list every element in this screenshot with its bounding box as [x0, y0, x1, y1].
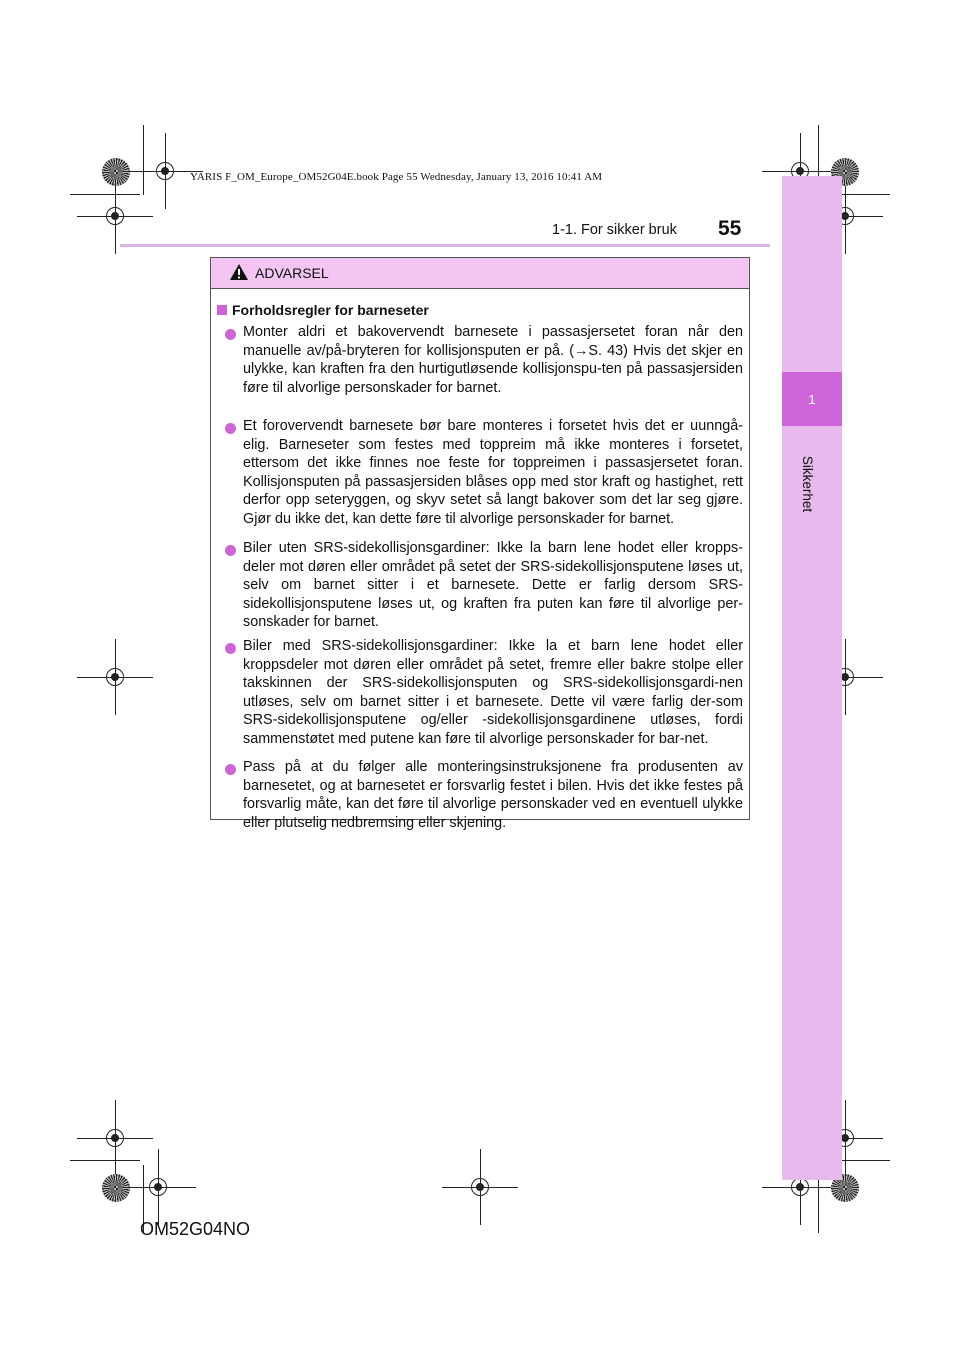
- warning-triangle-icon: [229, 263, 249, 281]
- warning-item: Monter aldri et bakovervendt barnesete i passasjersetet foran når den manuelle av/på-bryteren for kollisjonsputen er på. (→S. 43) Hvis det skjer en ulykke, kan kraften fra den hurtigutløsende kollisjonspu-ten på passasjersiden føre til alvorlige personskader for barnet.: [243, 324, 743, 396]
- page-number: 55: [718, 217, 742, 240]
- warning-item: Biler med SRS-sidekollisjonsgardiner: Ikke la et barn lene hodet eller kroppsdeler mot døren eller området på setet, fremre eller bakre stolpe eller takskinnen der SRS-sidekollisjonsputen og SRS-sidekollisjonsgardi-nen utløses, selv om barnet sitter i et barnesete. Dette vil være farlig der-som SRS-sidekollisjonsputene og/eller -sidekollisjonsgardinene utløses, fordi sammenstøtet med putene kan føre til alvorlige personskader for bar-net.: [243, 638, 743, 747]
- bullet-icon: [225, 764, 236, 775]
- chapter-name: Sikkerhet: [800, 455, 815, 513]
- section-title: 1-1. For sikker bruk: [552, 222, 677, 238]
- warning-item: Pass på at du følger alle monteringsinstruksjonene fra produsenten av barnesetet, og at barnesetet er forsvarlig festet i bilen. Hvis det ikke festes på forsvarlig måte, kan det føre til alvorlige personskader ved en eventuell ulykke eller plutselig nedbremsing eller skjening.: [243, 759, 743, 831]
- registration-sunburst: [102, 158, 130, 186]
- crop-line: [70, 1160, 140, 1161]
- chapter-number: 1: [808, 392, 816, 407]
- crop-line: [143, 125, 144, 195]
- warning-header: [211, 258, 749, 289]
- bullet-icon: [225, 329, 236, 340]
- warning-item: Biler uten SRS-sidekollisjonsgardiner: Ikke la barn lene hodet eller kropps-deler mot døren eller området på setet der SRS-sidekollisjonsputene løses ut, selv om barnet sitter i et barnesete. Dette er farlig dersom SRS-sidekollisjonsputene løses ut, og kraften fra puten kan føre til alvorlige per-sonskader for barnet.: [243, 540, 743, 631]
- warning-title: ADVARSEL: [255, 265, 329, 281]
- bullet-icon: [225, 545, 236, 556]
- warning-box: [210, 257, 750, 831]
- warning-item: Et forovervendt barnesete bør bare monteres i forsetet hvis det er uunngå-elig. Barneseter som festes med toppreim må ikke monteres i forsetet, ettersom det ikke finnes noe feste for toppreimen i passasjersetet foran. Kollisjonsputen på passasjersiden blåses opp med stor kraft og hastighet, rett derfor opp seteryggen, og skyv setet så langt bakover som det lar seg gjøre. Gjør du ikke det, kan dette føre til alvorlige personskader for barnet.: [243, 418, 743, 527]
- bullet-icon: [225, 643, 236, 654]
- crop-line: [70, 194, 140, 195]
- header-rule: [120, 244, 770, 247]
- document-code: OM52G04NO: [140, 1219, 251, 1239]
- warning-subheading-text: Forholdsregler for barneseter: [232, 302, 429, 318]
- warning-subheading: [217, 302, 429, 318]
- bullet-icon: [225, 423, 236, 434]
- registration-sunburst: [102, 1174, 130, 1202]
- book-info-line: YARIS F_OM_Europe_OM52G04E.book Page 55 Wednesday, January 13, 2016 10:41 AM: [190, 171, 603, 183]
- square-bullet-icon: [217, 305, 227, 315]
- chapter-side-tab: [782, 176, 842, 1180]
